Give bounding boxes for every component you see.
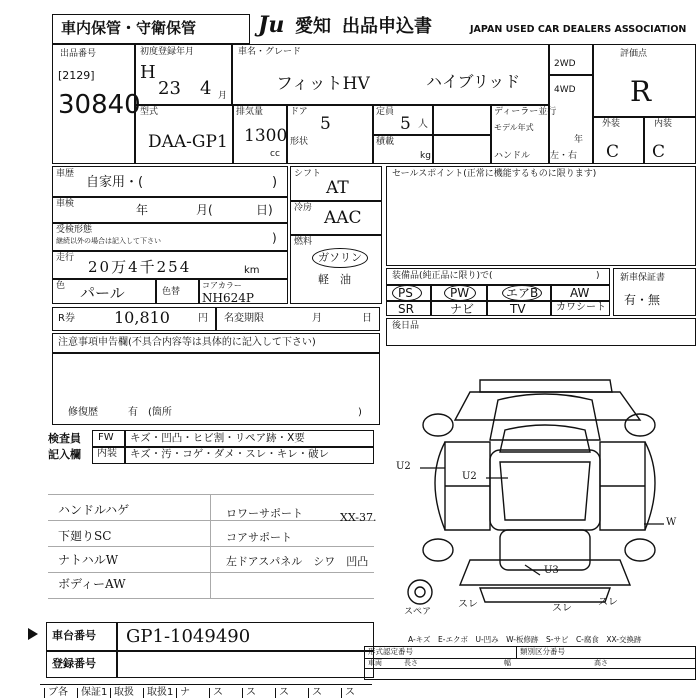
form-cert-label: 形式認定番号 bbox=[368, 647, 413, 656]
model-year-label: モデル年式 bbox=[494, 123, 534, 132]
use-close-paren: ) bbox=[272, 175, 278, 190]
new-car-label: 新車保証書 bbox=[620, 273, 666, 283]
color-value: パール bbox=[80, 284, 125, 302]
reg-no-label: 登録番号 bbox=[52, 657, 96, 670]
width-label: 幅 bbox=[504, 659, 511, 667]
note-right-1-mark: XX-37. bbox=[340, 511, 377, 524]
score-label: 評価点 bbox=[620, 49, 648, 59]
note-left-3: ナトハルW bbox=[58, 553, 119, 567]
doors-value: 5 bbox=[320, 114, 331, 134]
repair-label: 修復歴 bbox=[68, 407, 98, 418]
recycle-value: 10,810 bbox=[114, 308, 170, 327]
lot-sub-code: [2129] bbox=[58, 69, 95, 82]
displacement-unit: cc bbox=[270, 149, 280, 159]
car-name: フィットHV bbox=[276, 74, 370, 94]
fuel-label: 燃料 bbox=[294, 237, 313, 247]
color-code-value: NH624P bbox=[202, 291, 254, 305]
equip-aw: AW bbox=[570, 286, 590, 300]
footer-cell: ブ各 bbox=[44, 688, 68, 698]
interior-label: 内装 bbox=[654, 119, 673, 129]
diagram-mark-w: W bbox=[666, 517, 677, 528]
triangle-marker-icon bbox=[28, 628, 38, 640]
first-reg-month-unit: 月 bbox=[218, 91, 228, 101]
capacity-unit: 人 bbox=[418, 119, 428, 130]
equip-pw-circle bbox=[444, 285, 476, 301]
inspector-row1-items: キズ・凹凸・ヒビ割・リペア跡・X要 bbox=[130, 432, 305, 444]
footer-cell: 取扱1 bbox=[143, 688, 173, 698]
equip-tv: TV bbox=[510, 302, 526, 316]
dealer-label: ディーラー並行 bbox=[494, 107, 557, 117]
score-value: R bbox=[630, 75, 652, 108]
drive-4wd: 4WD bbox=[554, 85, 576, 95]
late-item-box bbox=[386, 318, 696, 346]
spare-label: スペア bbox=[404, 607, 432, 617]
use-value: 自家用・( bbox=[86, 175, 144, 190]
capacity-value: 5 bbox=[400, 114, 411, 134]
inspection-month: 月( bbox=[196, 203, 213, 217]
storage-stamp-box bbox=[52, 14, 250, 44]
mileage-value: 20万4千254 bbox=[88, 258, 192, 276]
selling-points-label: セールスポイント(正常に機能するものに限ります) bbox=[392, 169, 597, 179]
displacement-value: 1300 bbox=[244, 126, 288, 146]
fuel-diesel: 軽 油 bbox=[318, 273, 351, 286]
damage-legend: A-キズ E-エクボ U-凹み W-板修跡 S-サビ C-腐食 XX-交換跡 bbox=[408, 635, 642, 644]
footer-cell: ス bbox=[242, 688, 256, 698]
color-change-label: 色替 bbox=[162, 287, 181, 297]
lot-number: 30840 bbox=[58, 90, 141, 120]
late-item-label: 後日品 bbox=[392, 321, 420, 331]
shape-label: 形状 bbox=[290, 137, 309, 147]
equip-pw: PW bbox=[450, 286, 470, 300]
storage-stamp: 車内保管・守衛保管 bbox=[61, 19, 197, 37]
first-reg-era: H bbox=[140, 62, 156, 83]
notes-label: 注意事項申告欄(不具合内容等は具体的に記入して下さい) bbox=[58, 337, 316, 348]
registration-day: 日 bbox=[362, 313, 372, 324]
inspector-label-bottom: 記入欄 bbox=[48, 448, 81, 461]
diagram-mark-scuff-1: スレ bbox=[458, 599, 478, 610]
first-reg-month: 4 bbox=[200, 78, 212, 99]
footer-cell: 取扱 bbox=[110, 688, 134, 698]
first-reg-label: 初度登録年月 bbox=[140, 47, 195, 57]
note-left-2: 下廻りSC bbox=[58, 529, 112, 543]
inspector-label-top: 検査員 bbox=[48, 432, 81, 445]
accepted-close-paren: ) bbox=[272, 231, 277, 245]
diagram-mark-scuff-3: スレ bbox=[598, 597, 618, 608]
model-grade-label: 車名・グレード bbox=[238, 47, 302, 57]
equip-airbag: エアB bbox=[506, 286, 539, 300]
exterior-label: 外装 bbox=[602, 119, 621, 129]
footer-cell: ナ bbox=[176, 688, 190, 698]
drive-2wd: 2WD bbox=[554, 59, 576, 69]
repair-paren: (箇所 bbox=[148, 407, 172, 418]
equipment-label: 装備品(純正品に限り)で( bbox=[392, 271, 493, 281]
mileage-label: 走行 bbox=[56, 253, 75, 263]
load-unit: kg bbox=[420, 151, 431, 161]
displacement-label: 排気量 bbox=[236, 107, 264, 117]
diagram-mark-u2-inner: U2 bbox=[462, 471, 477, 482]
footer-cell: ス bbox=[308, 688, 322, 698]
shift-value: AT bbox=[326, 178, 349, 198]
note-right-2: コアサポート bbox=[226, 531, 292, 544]
footer-cell: ス bbox=[209, 688, 223, 698]
inspection-year: 年 bbox=[136, 203, 149, 217]
ju-logo: Ju bbox=[258, 12, 285, 38]
capacity-label: 定員 bbox=[376, 107, 395, 117]
grade: ハイブリッド bbox=[426, 72, 521, 91]
org-name-jp: 愛知 bbox=[295, 16, 331, 37]
type-value: DAA-GP1 bbox=[148, 132, 228, 152]
inspection-day: 日) bbox=[256, 203, 273, 217]
repair-close-paren: ) bbox=[358, 407, 362, 418]
shift-label: シフト bbox=[294, 169, 322, 179]
chassis-value: GP1-1049490 bbox=[126, 626, 251, 647]
equip-leather-seat: カワシート bbox=[556, 302, 606, 313]
accepted-label: 受検形態 bbox=[56, 225, 93, 235]
handle-options: 左・右 bbox=[550, 151, 578, 161]
vehicle-label: 車両 bbox=[368, 659, 382, 667]
footer-cell: 保証1 bbox=[77, 688, 107, 698]
new-car-options: 有・無 bbox=[624, 293, 661, 307]
length-label: 長さ bbox=[404, 659, 418, 667]
inspection-label: 車検 bbox=[56, 199, 75, 209]
org-name-en: JAPAN USED CAR DEALERS ASSOCIATION bbox=[470, 24, 687, 35]
equip-airbag-circle bbox=[502, 285, 542, 301]
color-label: 色 bbox=[56, 281, 66, 291]
equip-ps: PS bbox=[398, 286, 413, 300]
interior-value: C bbox=[652, 142, 666, 162]
equip-sr: SR bbox=[398, 302, 414, 316]
exterior-value: C bbox=[606, 142, 620, 162]
recycle-label: R券 bbox=[58, 313, 75, 324]
selling-points-box bbox=[386, 166, 696, 266]
fuel-petrol: ガソリン bbox=[318, 251, 362, 264]
first-reg-year: 23 bbox=[158, 78, 181, 99]
category-label: 類別区分番号 bbox=[520, 647, 565, 656]
registration-label: 名変期限 bbox=[224, 313, 264, 324]
lot-number-label: 出品番号 bbox=[60, 49, 97, 59]
inspector-row2-tag: 内装 bbox=[97, 448, 117, 459]
type-label: 型式 bbox=[140, 107, 159, 117]
handle-label: ハンドル bbox=[494, 151, 531, 161]
model-year-unit: 年 bbox=[574, 135, 584, 145]
load-label: 積載 bbox=[376, 137, 395, 147]
equip-ps-circle bbox=[392, 285, 422, 301]
recycle-unit: 円 bbox=[198, 313, 208, 324]
equipment-label-close: ) bbox=[596, 271, 600, 281]
doors-label: ドア bbox=[290, 107, 308, 117]
color-code-label: コアカラー bbox=[202, 281, 242, 290]
note-right-1: ロワーサポート bbox=[226, 507, 303, 520]
note-right-3: 左ドアスパネル シワ 凹凸 bbox=[226, 555, 369, 568]
note-left-1: ハンドルハゲ bbox=[58, 503, 130, 517]
note-left-4: ボディーAW bbox=[58, 577, 126, 591]
accepted-note: 継続以外の場合は記入して下さい bbox=[56, 237, 161, 245]
form-title: 出品申込書 bbox=[342, 16, 432, 37]
ac-value: AAC bbox=[324, 208, 362, 228]
equip-navi: ナビ bbox=[450, 302, 475, 316]
footer-cell: ス bbox=[275, 688, 289, 698]
ac-label: 冷房 bbox=[294, 203, 313, 213]
inspector-row1-tag: FW bbox=[98, 432, 114, 443]
mileage-unit: km bbox=[244, 265, 260, 276]
inspector-row2-items: キズ・汚・コゲ・ダメ・スレ・キレ・破レ bbox=[130, 448, 330, 460]
registration-month: 月 bbox=[312, 313, 322, 324]
chassis-label: 車台番号 bbox=[52, 629, 96, 642]
repair-value: 有 bbox=[128, 407, 138, 418]
diagram-mark-u2-left: U2 bbox=[396, 461, 411, 472]
diagram-mark-u3: U3 bbox=[544, 565, 559, 576]
use-label: 車歴 bbox=[56, 169, 75, 179]
footer-cell: ス bbox=[341, 688, 355, 698]
diagram-mark-scuff-2: スレ bbox=[552, 603, 572, 614]
height-label: 高さ bbox=[594, 659, 608, 667]
